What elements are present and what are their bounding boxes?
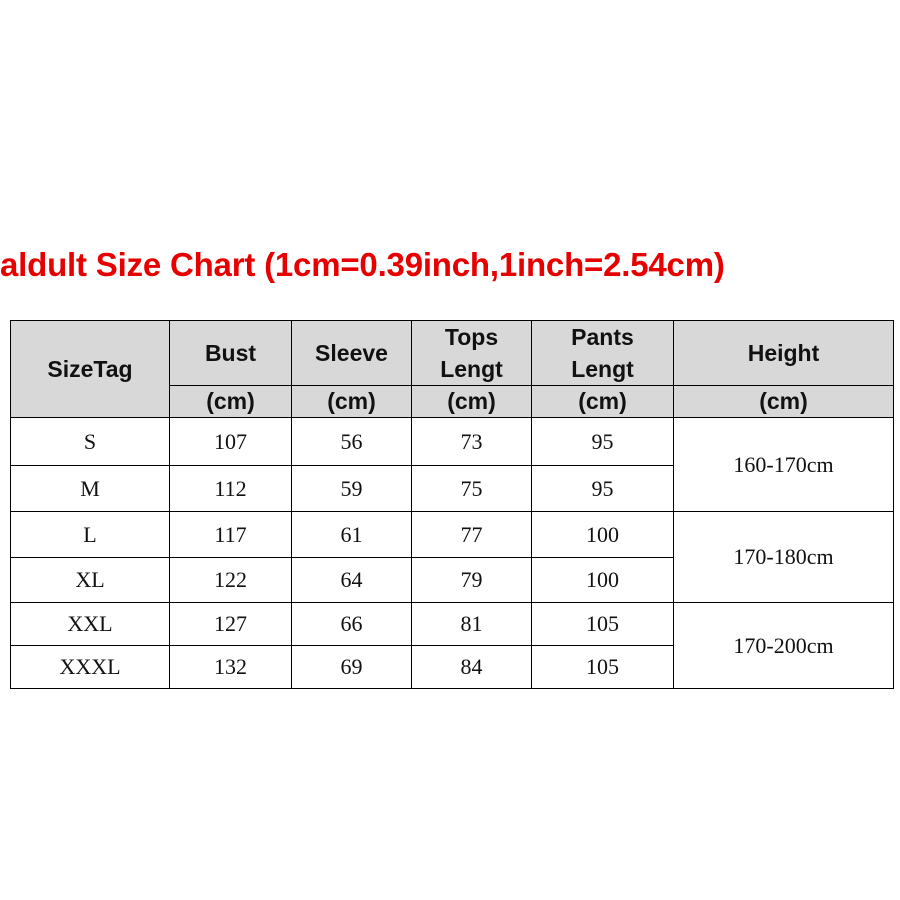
header-bust: Bust	[170, 321, 292, 386]
pants-length-cell: 100	[532, 558, 674, 603]
header-pants-line2: Lengt	[571, 356, 634, 382]
sleeve-cell: 61	[292, 512, 412, 558]
header-tops-line2: Lengt	[440, 356, 503, 382]
header-size-tag: SizeTag	[11, 321, 170, 418]
bust-cell: 127	[170, 603, 292, 646]
size-cell: XXL	[11, 603, 170, 646]
tops-length-cell: 77	[412, 512, 532, 558]
size-cell: M	[11, 466, 170, 512]
sleeve-cell: 69	[292, 646, 412, 689]
pants-length-cell: 95	[532, 418, 674, 466]
table-row	[11, 603, 894, 646]
header-sleeve: Sleeve	[292, 321, 412, 386]
bust-cell: 122	[170, 558, 292, 603]
height-cell: 160-170cm	[674, 418, 894, 512]
unit-height: (cm)	[674, 386, 894, 418]
bust-cell: 132	[170, 646, 292, 689]
bust-cell: 117	[170, 512, 292, 558]
tops-length-cell: 75	[412, 466, 532, 512]
unit-bust: (cm)	[170, 386, 292, 418]
sleeve-cell: 64	[292, 558, 412, 603]
sleeve-cell: 66	[292, 603, 412, 646]
table-row	[11, 418, 894, 466]
height-cell: 170-200cm	[674, 603, 894, 689]
height-cell: 170-180cm	[674, 512, 894, 603]
header-pants-length	[532, 321, 674, 386]
tops-length-cell: 73	[412, 418, 532, 466]
tops-length-cell: 79	[412, 558, 532, 603]
size-cell: S	[11, 418, 170, 466]
pants-length-cell: 100	[532, 512, 674, 558]
header-tops-length	[412, 321, 532, 386]
tops-length-cell: 81	[412, 603, 532, 646]
chart-title: aldult Size Chart (1cm=0.39inch,1inch=2.54cm)	[0, 246, 725, 283]
pants-length-cell: 105	[532, 646, 674, 689]
size-cell: XL	[11, 558, 170, 603]
unit-tops: (cm)	[412, 386, 532, 418]
unit-pants: (cm)	[532, 386, 674, 418]
tops-length-cell: 84	[412, 646, 532, 689]
bust-cell: 107	[170, 418, 292, 466]
sleeve-cell: 56	[292, 418, 412, 466]
size-cell: L	[11, 512, 170, 558]
size-cell: XXXL	[11, 646, 170, 689]
bust-cell: 112	[170, 466, 292, 512]
sleeve-cell: 59	[292, 466, 412, 512]
header-pants-line1: Pants	[571, 324, 634, 350]
size-chart-table	[10, 320, 894, 689]
header-tops-line1: Tops	[444, 324, 499, 350]
table-row	[11, 512, 894, 558]
header-height: Height	[674, 321, 894, 386]
pants-length-cell: 95	[532, 466, 674, 512]
pants-length-cell: 105	[532, 603, 674, 646]
unit-sleeve: (cm)	[292, 386, 412, 418]
